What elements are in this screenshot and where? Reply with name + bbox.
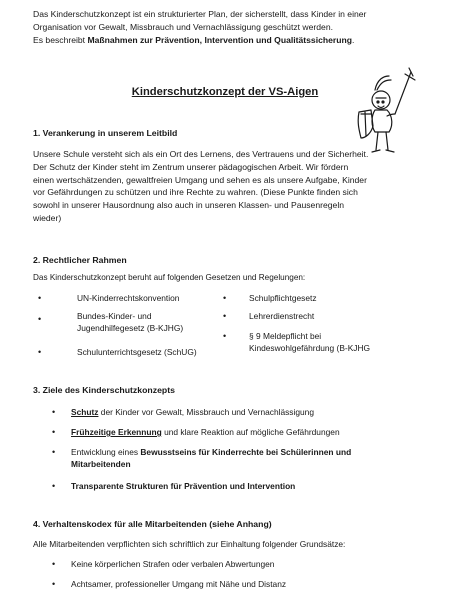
bullet-icon: • <box>52 427 56 437</box>
law-item-line: Jugendhilfegesetz (B-KJHG) <box>77 323 184 334</box>
section-1-line: Der Schutz der Kinder steht im Zentrum unserer pädagogischen Arbeit. Wir fördern <box>33 161 349 172</box>
goal-lead: Frühzeitige Erkennung <box>71 427 162 437</box>
bullet-icon: • <box>52 407 56 417</box>
code-item: Keine körperlichen Strafen oder verbalen Abwertungen <box>71 559 275 569</box>
bullet-icon: • <box>52 559 56 569</box>
bullet-icon: • <box>223 293 227 303</box>
section-2-intro: Das Kinderschutzkonzept beruht auf folgenden Gesetzen und Regelungen: <box>33 273 306 282</box>
intro-line-3: Es beschreibt <box>33 34 88 45</box>
bullet-icon: • <box>52 579 56 589</box>
goal-item <box>71 446 351 471</box>
law-item-line: § 9 Meldepflicht bei <box>249 331 322 341</box>
law-item: Schulpflichtgesetz <box>249 293 317 303</box>
section-1-line: Unsere Schule versteht sich als ein Ort des Lernens, des Vertrauens und der Sicherheit. <box>33 149 369 159</box>
goal-item <box>71 480 295 492</box>
bullet-icon: • <box>223 331 227 341</box>
intro-line-1: Das Kinderschutzkonzept ist ein strukturierter Plan, der sicherstellt, dass Kinder in einer <box>33 9 367 19</box>
bullet-icon: • <box>38 293 42 303</box>
section-2-heading: 2. Rechtlicher Rahmen <box>33 255 127 265</box>
goal-pre: Entwicklung eines <box>71 447 141 457</box>
goal-lead: Schutz <box>71 407 99 417</box>
bullet-icon: • <box>223 311 227 321</box>
section-1-line: einen wertschätzenden, gewaltfreien Umgang und sehen es als unsere Aufgabe, Kinder <box>33 174 367 185</box>
goal-item <box>71 426 340 438</box>
document-title: Kinderschutzkonzept der VS-Aigen <box>131 86 319 98</box>
bullet-icon: • <box>38 347 42 357</box>
law-item: Lehrerdienstrecht <box>249 311 315 321</box>
intro-period: . <box>352 34 355 45</box>
section-4-heading: 4. Verhaltenskodex für alle Mitarbeitenden (siehe Anhang) <box>33 519 272 529</box>
section-1-paragraph <box>33 148 425 225</box>
goal-item <box>71 406 314 418</box>
goal-rest: und klare Reaktion auf mögliche Gefährdungen <box>161 427 340 437</box>
law-item-line: Bundes-Kinder- und <box>77 311 152 321</box>
bullet-icon: • <box>38 314 42 324</box>
section-1-line: wieder) <box>33 212 62 223</box>
code-item: Achtsamer, professioneller Umgang mit Nähe und Distanz <box>71 579 287 589</box>
intro-bold-measures: Maßnahmen zur Prävention, Intervention und Qualitätssicherung <box>87 34 352 45</box>
intro-paragraph <box>33 8 428 46</box>
section-1-line: sowohl in unserer Hausordnung also auch in unseren Klassen- und Pausenregeln <box>33 200 345 211</box>
intro-line-2: Organisation vor Gewalt, Missbrauch und Vernachlässigung geschützt werden. <box>33 21 333 32</box>
bullet-icon: • <box>52 481 56 491</box>
bullet-icon: • <box>52 447 56 457</box>
law-item <box>249 330 370 355</box>
law-item: UN-Kinderrechtskonvention <box>77 293 180 303</box>
section-1-line: vor Gefährdungen zu schützen und ihre Rechte zu wahren. (Diese Punkte finden sich <box>33 187 358 198</box>
knight-illustration <box>351 64 419 158</box>
goal-bold: Transparente Strukturen für Prävention und Intervention <box>71 481 296 491</box>
law-item-line: Kindeswohlgefährdung (B-KJHG <box>249 343 371 354</box>
section-4-intro: Alle Mitarbeitenden verpflichten sich schriftlich zur Einhaltung folgender Grundsätze: <box>33 539 346 549</box>
goal-bold-line2: Mitarbeitenden <box>71 459 131 470</box>
section-1-heading: 1. Verankerung in unserem Leitbild <box>33 128 178 138</box>
goal-rest: der Kinder vor Gewalt, Missbrauch und Vernachlässigung <box>98 407 314 417</box>
law-item: Schulunterrichtsgesetz (SchUG) <box>77 347 197 357</box>
law-item <box>77 310 183 335</box>
section-3-heading: 3. Ziele des Kinderschutzkonzepts <box>33 385 175 395</box>
goal-bold: Bewusstseins für Kinderrechte bei Schülerinnen und <box>140 447 352 457</box>
